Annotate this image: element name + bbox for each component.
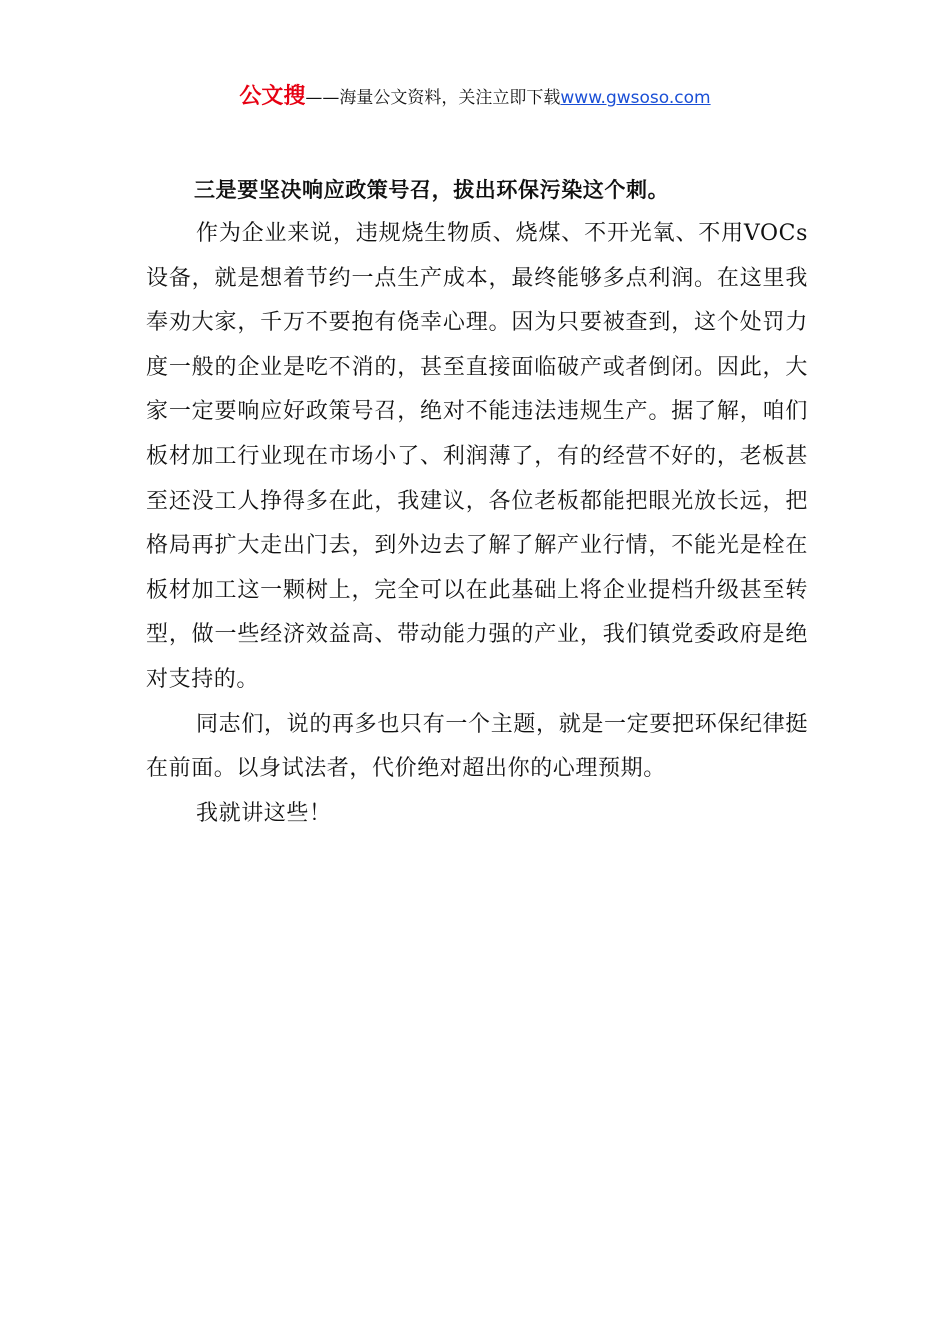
document-body — [146, 168, 808, 836]
body-paragraph: 同志们，说的再多也只有一个主题，就是一定要把环保纪律挺在前面。以身试法者，代价绝对超出你的心理预期。 — [146, 711, 808, 782]
closing-paragraph: 我就讲这些！ — [196, 800, 332, 826]
body-paragraph: 作为企业来说，违规烧生物质、烧煤、不开光氧、不用VOCs设备，就是想着节约一点生产成本，最终能够多点利润。在这里我奉劝大家，千万不要抱有侥幸心理。因为只要被查到，这个处罚力度一般的企业是吃不消的，甚至直接面临破产或者倒闭。因此，大家一定要响应好政策号召，绝对不能违法违规生产。据了解，咱们板材加工行业现在市场小了、利润薄了，有的经营不好的，老板甚至还没工人挣得多在此，我建议，各位老板都能把眼光放长远，把格局再扩大走出门去，到外边去了解了解产业行情，不能光是栓在板材加工这一颗树上，完全可以在此基础上将企业提档升级甚至转型，做一些经济效益高、带动能力强的产业，我们镇党委政府是绝对支持的。 — [146, 221, 808, 692]
section-heading: 三是要坚决响应政策号召，拔出环保污染这个刺。 — [194, 178, 670, 202]
page-header — [0, 84, 950, 111]
website-link[interactable]: www.gwsoso.com — [560, 88, 711, 108]
header-tagline: ——海量公文资料，关注立即下载 — [305, 88, 561, 108]
brand-name: 公文搜 — [239, 84, 306, 109]
